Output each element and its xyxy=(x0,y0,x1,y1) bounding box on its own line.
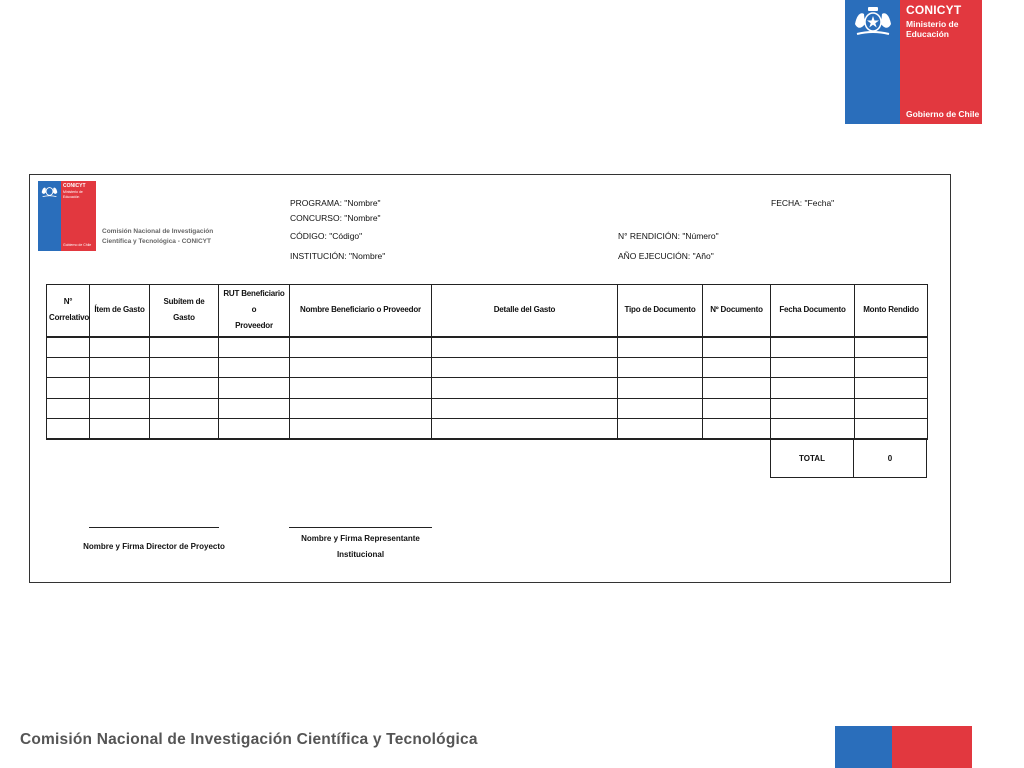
table-cell[interactable] xyxy=(771,398,855,419)
table-cell[interactable] xyxy=(855,419,928,440)
field-fecha: FECHA: "Fecha" xyxy=(771,198,835,208)
brand-blue-panel xyxy=(845,0,900,124)
column-header: Ítem de Gasto xyxy=(90,285,150,337)
column-header: Nombre Beneficiario o Proveedor xyxy=(290,285,432,337)
form-logo-government: Gobierno de Chile xyxy=(63,243,92,247)
total-value: 0 xyxy=(854,440,927,478)
form-organization-name: Comisión Nacional de Investigación Científica y Tecnológica - CONICYT xyxy=(102,228,214,245)
table-cell[interactable] xyxy=(219,357,290,378)
table-cell[interactable] xyxy=(150,398,219,419)
chile-coat-of-arms-icon xyxy=(40,183,59,199)
table-cell[interactable] xyxy=(855,378,928,399)
column-header: Monto Rendido xyxy=(855,285,928,337)
table-cell[interactable] xyxy=(618,398,703,419)
expense-table xyxy=(46,284,928,440)
expense-table-body xyxy=(47,337,928,440)
table-cell[interactable] xyxy=(432,337,618,358)
table-cell[interactable] xyxy=(703,337,771,358)
table-cell[interactable] xyxy=(618,357,703,378)
signature-label-director: Nombre y Firma Director de Proyecto xyxy=(83,542,225,551)
field-concurso: CONCURSO: "Nombre" xyxy=(290,213,381,223)
column-header: Tipo de Documento xyxy=(618,285,703,337)
table-cell[interactable] xyxy=(432,378,618,399)
table-cell[interactable] xyxy=(90,419,150,440)
footer-flag-bar xyxy=(835,726,972,768)
form-conicyt-logo xyxy=(38,181,96,251)
form-logo-name: CONICYT xyxy=(63,183,86,189)
field-rendicion: N° RENDICIÓN: "Número" xyxy=(618,231,719,241)
table-cell[interactable] xyxy=(290,419,432,440)
expense-report-form xyxy=(29,174,951,583)
table-cell[interactable] xyxy=(703,398,771,419)
table-cell[interactable] xyxy=(47,378,90,399)
field-anio-ejecucion: AÑO EJECUCIÓN: "Año" xyxy=(618,251,714,261)
column-header: RUT Beneficiario o Proveedor xyxy=(219,285,290,337)
table-cell[interactable] xyxy=(855,357,928,378)
table-row xyxy=(47,357,928,378)
field-codigo: CÓDIGO: "Código" xyxy=(290,231,363,241)
table-cell[interactable] xyxy=(47,398,90,419)
brand-ministry: Ministerio de Educación xyxy=(906,19,959,39)
table-cell[interactable] xyxy=(432,419,618,440)
table-cell[interactable] xyxy=(47,357,90,378)
column-header: Detalle del Gasto xyxy=(432,285,618,337)
table-cell[interactable] xyxy=(618,419,703,440)
table-cell[interactable] xyxy=(219,398,290,419)
table-cell[interactable] xyxy=(90,378,150,399)
table-cell[interactable] xyxy=(290,337,432,358)
table-cell[interactable] xyxy=(47,419,90,440)
total-table xyxy=(770,439,927,478)
footer-title: Comisión Nacional de Investigación Científica y Tecnológica xyxy=(20,731,478,748)
table-row xyxy=(47,398,928,419)
table-cell[interactable] xyxy=(618,378,703,399)
table-cell[interactable] xyxy=(219,378,290,399)
chile-coat-of-arms-icon xyxy=(851,4,895,38)
table-cell[interactable] xyxy=(771,378,855,399)
column-header: Subítem de Gasto xyxy=(150,285,219,337)
signature-line-director xyxy=(89,527,219,528)
form-logo-ministry: Ministerio de Educación xyxy=(63,190,83,199)
field-programa: PROGRAMA: "Nombre" xyxy=(290,198,381,208)
table-cell[interactable] xyxy=(618,337,703,358)
column-header: Nº Documento xyxy=(703,285,771,337)
table-cell[interactable] xyxy=(150,357,219,378)
table-cell[interactable] xyxy=(855,337,928,358)
table-cell[interactable] xyxy=(771,357,855,378)
table-cell[interactable] xyxy=(150,337,219,358)
table-row xyxy=(47,419,928,440)
column-header: Fecha Documento xyxy=(771,285,855,337)
table-row xyxy=(47,378,928,399)
table-cell[interactable] xyxy=(290,378,432,399)
table-cell[interactable] xyxy=(703,357,771,378)
table-cell[interactable] xyxy=(290,398,432,419)
brand-red-panel xyxy=(900,0,982,124)
table-cell[interactable] xyxy=(90,337,150,358)
table-cell[interactable] xyxy=(855,398,928,419)
table-row xyxy=(47,337,928,358)
table-header-row xyxy=(47,285,928,337)
table-cell[interactable] xyxy=(432,398,618,419)
table-cell[interactable] xyxy=(771,337,855,358)
brand-government: Gobierno de Chile xyxy=(906,109,980,119)
table-cell[interactable] xyxy=(771,419,855,440)
signature-line-representative xyxy=(289,527,432,528)
table-cell[interactable] xyxy=(150,378,219,399)
table-cell[interactable] xyxy=(432,357,618,378)
table-cell[interactable] xyxy=(703,378,771,399)
table-cell[interactable] xyxy=(219,419,290,440)
total-label: TOTAL xyxy=(771,440,854,478)
table-cell[interactable] xyxy=(47,337,90,358)
table-cell[interactable] xyxy=(219,337,290,358)
conicyt-brand-logo xyxy=(845,0,982,124)
field-institucion: INSTITUCIÓN: "Nombre" xyxy=(290,251,386,261)
column-header: N° Correlativo xyxy=(47,285,90,337)
signature-label-representative: Nombre y Firma Representante Institucional xyxy=(301,534,420,559)
table-cell[interactable] xyxy=(150,419,219,440)
table-cell[interactable] xyxy=(703,419,771,440)
table-cell[interactable] xyxy=(90,357,150,378)
brand-name: CONICYT xyxy=(906,3,962,17)
table-cell[interactable] xyxy=(90,398,150,419)
table-cell[interactable] xyxy=(290,357,432,378)
